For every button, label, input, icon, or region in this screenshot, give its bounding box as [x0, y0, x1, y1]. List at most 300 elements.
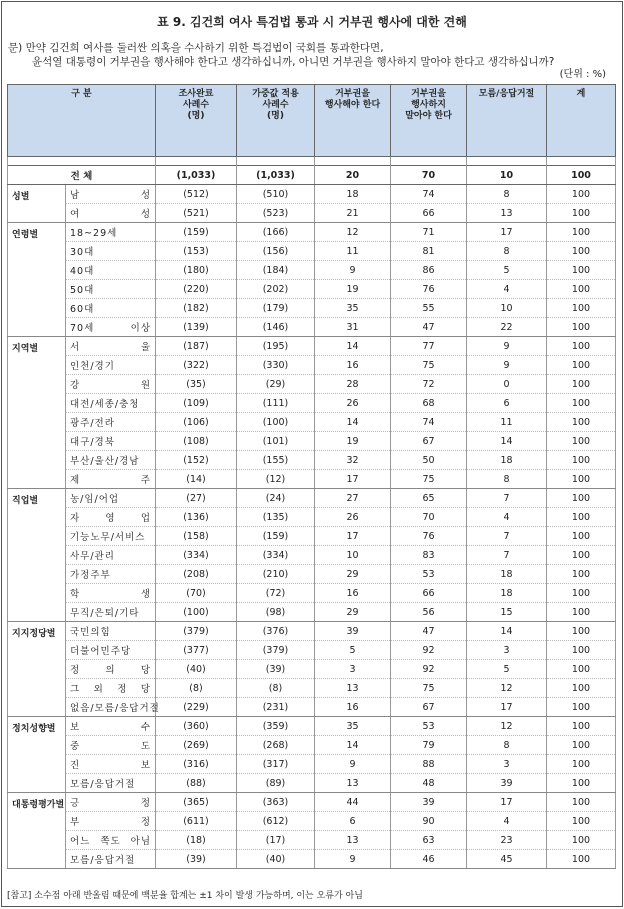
should-not-veto: 53 — [391, 717, 467, 736]
dont-know: 17 — [467, 698, 547, 717]
dont-know: 13 — [467, 204, 547, 223]
weighted-n: (101) — [237, 432, 315, 451]
should-veto: 32 — [315, 451, 391, 470]
dont-know: 10 — [467, 299, 547, 318]
dont-know: 18 — [467, 584, 547, 603]
should-not-veto: 75 — [391, 356, 467, 375]
dont-know: 0 — [467, 375, 547, 394]
table-row — [8, 223, 616, 242]
weighted-n: (159) — [237, 527, 315, 546]
completed-n: (365) — [156, 793, 237, 812]
table-row — [8, 774, 616, 793]
header-weighted-n: 가중값 적용 사례수 (명) — [237, 85, 315, 157]
row-label: 가정주부 — [66, 565, 156, 584]
dont-know: 7 — [467, 489, 547, 508]
weighted-n: (379) — [237, 641, 315, 660]
should-veto: 17 — [315, 470, 391, 489]
completed-n: (334) — [156, 546, 237, 565]
table-title: 표 9. 김건희 여사 특검법 통과 시 거부권 행사에 대한 견해 — [157, 15, 467, 29]
should-veto: 14 — [315, 413, 391, 432]
table-body — [8, 157, 616, 869]
completed-n: (8) — [156, 679, 237, 698]
should-veto: 39 — [315, 622, 391, 641]
table-row — [8, 660, 616, 679]
weighted-n: (210) — [237, 565, 315, 584]
weighted-n: (268) — [237, 736, 315, 755]
should-veto: 26 — [315, 394, 391, 413]
should-not-veto: 66 — [391, 204, 467, 223]
completed-n: (512) — [156, 185, 237, 204]
row-total: 100 — [547, 242, 616, 261]
should-veto: 29 — [315, 603, 391, 622]
should-veto: 13 — [315, 679, 391, 698]
weighted-n: (359) — [237, 717, 315, 736]
weighted-n: (98) — [237, 603, 315, 622]
dont-know: 8 — [467, 242, 547, 261]
dont-know: 8 — [467, 736, 547, 755]
header-row — [8, 85, 616, 157]
completed-n: (187) — [156, 337, 237, 356]
table-row — [8, 679, 616, 698]
completed-n: (182) — [156, 299, 237, 318]
row-label: 여 성 — [66, 204, 156, 223]
completed-n: (108) — [156, 432, 237, 451]
should-not-veto: 92 — [391, 660, 467, 679]
weighted-n: (184) — [237, 261, 315, 280]
table-row — [8, 755, 616, 774]
row-label: 광주/전라 — [66, 413, 156, 432]
completed-n: (269) — [156, 736, 237, 755]
completed-n: (100) — [156, 603, 237, 622]
should-veto: 9 — [315, 261, 391, 280]
row-label: 30대 — [66, 242, 156, 261]
should-not-veto: 47 — [391, 318, 467, 337]
row-label: 부산/울산/경남 — [66, 451, 156, 470]
row-total: 100 — [547, 451, 616, 470]
weighted-n: (156) — [237, 242, 315, 261]
total-should-veto: 20 — [315, 166, 391, 185]
weighted-n: (317) — [237, 755, 315, 774]
row-label: 국민의힘 — [66, 622, 156, 641]
weighted-n: (523) — [237, 204, 315, 223]
row-total: 100 — [547, 584, 616, 603]
weighted-n: (29) — [237, 375, 315, 394]
table-row — [8, 413, 616, 432]
completed-n: (27) — [156, 489, 237, 508]
weighted-n: (334) — [237, 546, 315, 565]
should-not-veto: 75 — [391, 470, 467, 489]
row-label: 대구/경북 — [66, 432, 156, 451]
should-not-veto: 88 — [391, 755, 467, 774]
should-not-veto: 63 — [391, 831, 467, 850]
group-label: 직업별 — [8, 489, 66, 622]
dont-know: 17 — [467, 223, 547, 242]
row-label: 없음/모름/응답거절 — [66, 698, 156, 717]
header-total: 계 — [547, 85, 616, 157]
should-veto: 17 — [315, 527, 391, 546]
row-total: 100 — [547, 698, 616, 717]
row-total: 100 — [547, 508, 616, 527]
row-label: 농/임/어업 — [66, 489, 156, 508]
should-veto: 19 — [315, 280, 391, 299]
total-n: (1,033) — [156, 166, 237, 185]
completed-n: (70) — [156, 584, 237, 603]
completed-n: (153) — [156, 242, 237, 261]
row-total: 100 — [547, 812, 616, 831]
weighted-n: (24) — [237, 489, 315, 508]
should-veto: 14 — [315, 337, 391, 356]
should-veto: 27 — [315, 489, 391, 508]
table-row — [8, 318, 616, 337]
table-row — [8, 508, 616, 527]
table-row — [8, 470, 616, 489]
header-should-not-veto: 거부권을 행사하지 말아야 한다 — [391, 85, 467, 157]
row-total: 100 — [547, 223, 616, 242]
dont-know: 18 — [467, 565, 547, 584]
completed-n: (35) — [156, 375, 237, 394]
row-label: 자 영 업 — [66, 508, 156, 527]
dont-know: 9 — [467, 356, 547, 375]
should-not-veto: 50 — [391, 451, 467, 470]
dont-know: 4 — [467, 812, 547, 831]
completed-n: (180) — [156, 261, 237, 280]
row-total: 100 — [547, 185, 616, 204]
dont-know: 12 — [467, 679, 547, 698]
weighted-n: (179) — [237, 299, 315, 318]
dont-know: 22 — [467, 318, 547, 337]
header-completed-n: 조사완료 사례수 (명) — [156, 85, 237, 157]
should-veto: 16 — [315, 584, 391, 603]
dont-know: 17 — [467, 793, 547, 812]
weighted-n: (231) — [237, 698, 315, 717]
table-row — [8, 280, 616, 299]
weighted-n: (12) — [237, 470, 315, 489]
should-not-veto: 75 — [391, 679, 467, 698]
row-label: 그 외 정 당 — [66, 679, 156, 698]
row-total: 100 — [547, 622, 616, 641]
row-label: 모름/응답거절 — [66, 774, 156, 793]
row-label: 40대 — [66, 261, 156, 280]
dont-know: 14 — [467, 622, 547, 641]
table-row — [8, 489, 616, 508]
row-total: 100 — [547, 489, 616, 508]
completed-n: (14) — [156, 470, 237, 489]
question-line-2: 윤석열 대통령이 거부권을 행사해야 한다고 생각하십니까, 아니면 거부권을 행사하지 말아야 한다고 생각하십니까? — [32, 56, 555, 68]
should-not-veto: 70 — [391, 508, 467, 527]
dont-know: 8 — [467, 185, 547, 204]
group-label: 대통령평가별 — [8, 793, 66, 869]
should-not-veto: 71 — [391, 223, 467, 242]
row-total: 100 — [547, 717, 616, 736]
row-label: 무직/은퇴/기타 — [66, 603, 156, 622]
row-label: 긍 정 — [66, 793, 156, 812]
row-label: 기능노무/서비스 — [66, 527, 156, 546]
table-row — [8, 527, 616, 546]
table-row — [8, 546, 616, 565]
table-row — [8, 812, 616, 831]
row-total: 100 — [547, 774, 616, 793]
row-total: 100 — [547, 850, 616, 869]
row-total: 100 — [547, 356, 616, 375]
header-category: 구 분 — [8, 85, 156, 157]
table-row — [8, 603, 616, 622]
weighted-n: (72) — [237, 584, 315, 603]
completed-n: (316) — [156, 755, 237, 774]
row-label: 모름/응답거절 — [66, 850, 156, 869]
should-not-veto: 86 — [391, 261, 467, 280]
row-label: 강 원 — [66, 375, 156, 394]
row-total: 100 — [547, 546, 616, 565]
completed-n: (109) — [156, 394, 237, 413]
row-total: 100 — [547, 755, 616, 774]
should-veto: 5 — [315, 641, 391, 660]
should-veto: 31 — [315, 318, 391, 337]
row-label: 학 생 — [66, 584, 156, 603]
table-row — [8, 717, 616, 736]
completed-n: (220) — [156, 280, 237, 299]
should-not-veto: 81 — [391, 242, 467, 261]
weighted-n: (111) — [237, 394, 315, 413]
dont-know: 45 — [467, 850, 547, 869]
row-label: 어느 쪽도 아님 — [66, 831, 156, 850]
weighted-n: (89) — [237, 774, 315, 793]
should-not-veto: 79 — [391, 736, 467, 755]
should-veto: 29 — [315, 565, 391, 584]
should-not-veto: 48 — [391, 774, 467, 793]
dont-know: 3 — [467, 641, 547, 660]
row-label: 진 보 — [66, 755, 156, 774]
table-row — [8, 394, 616, 413]
dont-know: 5 — [467, 261, 547, 280]
row-label: 남 성 — [66, 185, 156, 204]
table-row — [8, 850, 616, 869]
dont-know: 7 — [467, 527, 547, 546]
row-label: 부 정 — [66, 812, 156, 831]
should-not-veto: 46 — [391, 850, 467, 869]
should-veto: 9 — [315, 850, 391, 869]
spacer-row — [8, 157, 616, 166]
should-not-veto: 74 — [391, 413, 467, 432]
should-veto: 35 — [315, 299, 391, 318]
table-row — [8, 204, 616, 223]
row-label: 인천/경기 — [66, 356, 156, 375]
weighted-n: (202) — [237, 280, 315, 299]
row-label: 중 도 — [66, 736, 156, 755]
should-not-veto: 83 — [391, 546, 467, 565]
table-row — [8, 337, 616, 356]
table-row — [8, 584, 616, 603]
weighted-n: (100) — [237, 413, 315, 432]
row-label: 50대 — [66, 280, 156, 299]
table-row — [8, 736, 616, 755]
total-row — [8, 166, 616, 185]
row-label: 18~29세 — [66, 223, 156, 242]
table-row — [8, 831, 616, 850]
should-not-veto: 74 — [391, 185, 467, 204]
question-line-1: 문) 만약 김건희 여사를 둘러싼 의혹을 수사하기 위한 특검법이 국회를 통과한다면, — [8, 42, 384, 54]
row-label: 정 의 당 — [66, 660, 156, 679]
row-total: 100 — [547, 337, 616, 356]
table-row — [8, 793, 616, 812]
row-label: 대전/세종/충청 — [66, 394, 156, 413]
total-label: 전 체 — [8, 166, 156, 185]
total-dont-know: 10 — [467, 166, 547, 185]
dont-know: 9 — [467, 337, 547, 356]
dont-know: 8 — [467, 470, 547, 489]
completed-n: (208) — [156, 565, 237, 584]
should-not-veto: 76 — [391, 280, 467, 299]
should-veto: 13 — [315, 774, 391, 793]
should-not-veto: 67 — [391, 432, 467, 451]
unit-label: (단위 : %) — [559, 69, 606, 80]
total-should-not-veto: 70 — [391, 166, 467, 185]
weighted-n: (8) — [237, 679, 315, 698]
dont-know: 4 — [467, 280, 547, 299]
should-not-veto: 66 — [391, 584, 467, 603]
weighted-n: (330) — [237, 356, 315, 375]
row-total: 100 — [547, 831, 616, 850]
dont-know: 7 — [467, 546, 547, 565]
row-total: 100 — [547, 432, 616, 451]
completed-n: (39) — [156, 850, 237, 869]
should-not-veto: 92 — [391, 641, 467, 660]
row-label: 보 수 — [66, 717, 156, 736]
total-w: (1,033) — [237, 166, 315, 185]
weighted-n: (40) — [237, 850, 315, 869]
row-total: 100 — [547, 736, 616, 755]
should-not-veto: 67 — [391, 698, 467, 717]
row-total: 100 — [547, 793, 616, 812]
dont-know: 14 — [467, 432, 547, 451]
dont-know: 15 — [467, 603, 547, 622]
footnote: [참고] 소수점 아래 반올림 때문에 백분율 합계는 ±1 차이 발생 가능하며, 이는 오류가 아님 — [7, 891, 363, 901]
row-total: 100 — [547, 413, 616, 432]
should-veto: 44 — [315, 793, 391, 812]
completed-n: (360) — [156, 717, 237, 736]
dont-know: 23 — [467, 831, 547, 850]
should-veto: 28 — [315, 375, 391, 394]
row-total: 100 — [547, 280, 616, 299]
report-page — [1, 1, 623, 907]
table-row — [8, 185, 616, 204]
header-should-veto: 거부권을 행사해야 한다 — [315, 85, 391, 157]
weighted-n: (195) — [237, 337, 315, 356]
weighted-n: (135) — [237, 508, 315, 527]
row-label: 제 주 — [66, 470, 156, 489]
should-veto: 35 — [315, 717, 391, 736]
dont-know: 18 — [467, 451, 547, 470]
table-row — [8, 261, 616, 280]
weighted-n: (146) — [237, 318, 315, 337]
completed-n: (40) — [156, 660, 237, 679]
should-veto: 6 — [315, 812, 391, 831]
total-sum: 100 — [547, 166, 616, 185]
table-row — [8, 565, 616, 584]
should-veto: 13 — [315, 831, 391, 850]
should-not-veto: 90 — [391, 812, 467, 831]
should-veto: 26 — [315, 508, 391, 527]
row-total: 100 — [547, 394, 616, 413]
dont-know: 5 — [467, 660, 547, 679]
should-veto: 9 — [315, 755, 391, 774]
table-row — [8, 432, 616, 451]
should-veto: 18 — [315, 185, 391, 204]
should-not-veto: 77 — [391, 337, 467, 356]
row-total: 100 — [547, 641, 616, 660]
group-label: 정치성향별 — [8, 717, 66, 793]
completed-n: (106) — [156, 413, 237, 432]
should-veto: 19 — [315, 432, 391, 451]
row-total: 100 — [547, 679, 616, 698]
dont-know: 39 — [467, 774, 547, 793]
completed-n: (322) — [156, 356, 237, 375]
completed-n: (136) — [156, 508, 237, 527]
row-total: 100 — [547, 603, 616, 622]
table-row — [8, 242, 616, 261]
should-not-veto: 65 — [391, 489, 467, 508]
weighted-n: (155) — [237, 451, 315, 470]
completed-n: (88) — [156, 774, 237, 793]
dont-know: 4 — [467, 508, 547, 527]
row-label: 60대 — [66, 299, 156, 318]
group-label: 지역별 — [8, 337, 66, 489]
row-label: 서 울 — [66, 337, 156, 356]
row-total: 100 — [547, 299, 616, 318]
row-total: 100 — [547, 565, 616, 584]
should-not-veto: 39 — [391, 793, 467, 812]
table-row — [8, 622, 616, 641]
table-row — [8, 375, 616, 394]
should-veto: 14 — [315, 736, 391, 755]
weighted-n: (363) — [237, 793, 315, 812]
completed-n: (379) — [156, 622, 237, 641]
row-total: 100 — [547, 470, 616, 489]
row-label: 70세 이상 — [66, 318, 156, 337]
dont-know: 3 — [467, 755, 547, 774]
weighted-n: (166) — [237, 223, 315, 242]
completed-n: (611) — [156, 812, 237, 831]
completed-n: (139) — [156, 318, 237, 337]
row-label: 더불어민주당 — [66, 641, 156, 660]
weighted-n: (39) — [237, 660, 315, 679]
table-row — [8, 698, 616, 717]
row-label: 사무/관리 — [66, 546, 156, 565]
weighted-n: (376) — [237, 622, 315, 641]
table-row — [8, 451, 616, 470]
completed-n: (159) — [156, 223, 237, 242]
should-not-veto: 68 — [391, 394, 467, 413]
should-veto: 12 — [315, 223, 391, 242]
should-not-veto: 55 — [391, 299, 467, 318]
table-row — [8, 356, 616, 375]
group-label: 지지정당별 — [8, 622, 66, 717]
completed-n: (18) — [156, 831, 237, 850]
row-total: 100 — [547, 660, 616, 679]
row-total: 100 — [547, 527, 616, 546]
table-row — [8, 299, 616, 318]
completed-n: (521) — [156, 204, 237, 223]
should-not-veto: 76 — [391, 527, 467, 546]
weighted-n: (17) — [237, 831, 315, 850]
should-veto: 16 — [315, 356, 391, 375]
row-total: 100 — [547, 204, 616, 223]
weighted-n: (612) — [237, 812, 315, 831]
completed-n: (152) — [156, 451, 237, 470]
dont-know: 11 — [467, 413, 547, 432]
row-total: 100 — [547, 261, 616, 280]
dont-know: 12 — [467, 717, 547, 736]
header-dont-know: 모름/응답거절 — [467, 85, 547, 157]
